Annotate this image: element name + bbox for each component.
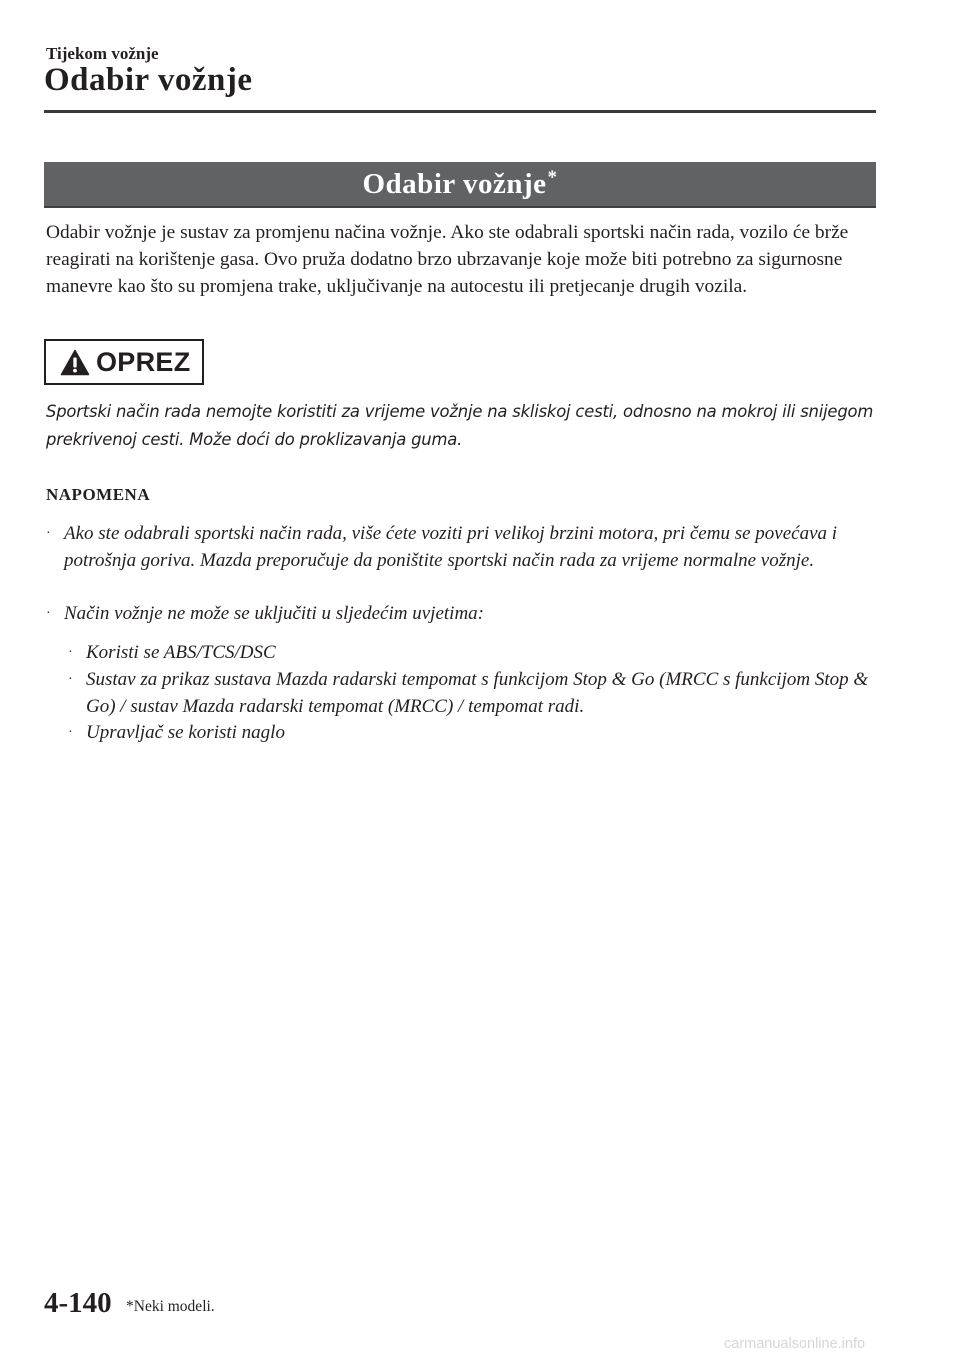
bullet: · (46, 526, 51, 541)
note-item-text: Ako ste odabrali sportski način rada, više ćete voziti pri velikoj brzini motora, pri čemu se povećava i potrošnja goriva. Mazda preporučuje da poništite sportski način rada za vrijeme normalne vožnje. (64, 523, 838, 571)
note-subitem (68, 667, 888, 720)
chapter-title: Tijekom vožnje (46, 44, 159, 63)
header-rule (44, 110, 876, 113)
note-subitem (68, 640, 888, 667)
caution-label: OPREZ (96, 346, 191, 377)
note-item (46, 601, 886, 628)
warning-triangle-icon (60, 349, 90, 376)
bullet: · (68, 645, 73, 660)
optional-feature-mark: * (547, 167, 558, 188)
section-heading: Odabir vožnje (44, 62, 253, 98)
note-subitem-text: Koristi se ABS/TCS/DSC (86, 642, 276, 663)
caution-box (44, 339, 204, 385)
footnote: *Neki modeli. (126, 1298, 215, 1315)
note-title: NAPOMENA (46, 485, 151, 504)
topic-banner (44, 162, 876, 208)
topic-title: Odabir vožnje (362, 167, 547, 200)
note-item-text: Način vožnje ne može se uključiti u sljedećim uvjetima: (64, 603, 484, 624)
bullet: · (46, 606, 51, 621)
note-item (46, 521, 886, 574)
intro-paragraph: Odabir vožnje je sustav za promjenu načina vožnje. Ako ste odabrali sportski način rada, vozilo će brže reagirati na korištenje gasa. Ovo pruža dodatno brzo ubrzavanje koje može biti potrebno za sigurnosne manevre kao što su promjena trake, uključivanje na autocestu ili pretjecanje drugih vozila. (46, 222, 849, 297)
watermark: carmanualsonline.info (724, 1336, 866, 1352)
page-number: 4-140 (44, 1287, 112, 1319)
note-subitem (68, 720, 888, 747)
note-subitem-text: Sustav za prikaz sustava Mazda radarski tempomat s funkcijom Stop & Go (MRCC s funkcijom Stop & Go) / sustav Mazda radarski tempomat (MRCC) / tempomat radi. (86, 669, 869, 717)
bullet: · (68, 672, 73, 687)
bullet: · (68, 725, 73, 740)
caution-text: Sportski način rada nemojte koristiti za vrijeme vožnje na skliskoj cesti, odnosno na mokroj ili snijegom prekrivenoj cesti. Može doći do proklizavanja guma. (46, 402, 874, 449)
note-subitem-text: Upravljač se koristi naglo (86, 722, 285, 743)
